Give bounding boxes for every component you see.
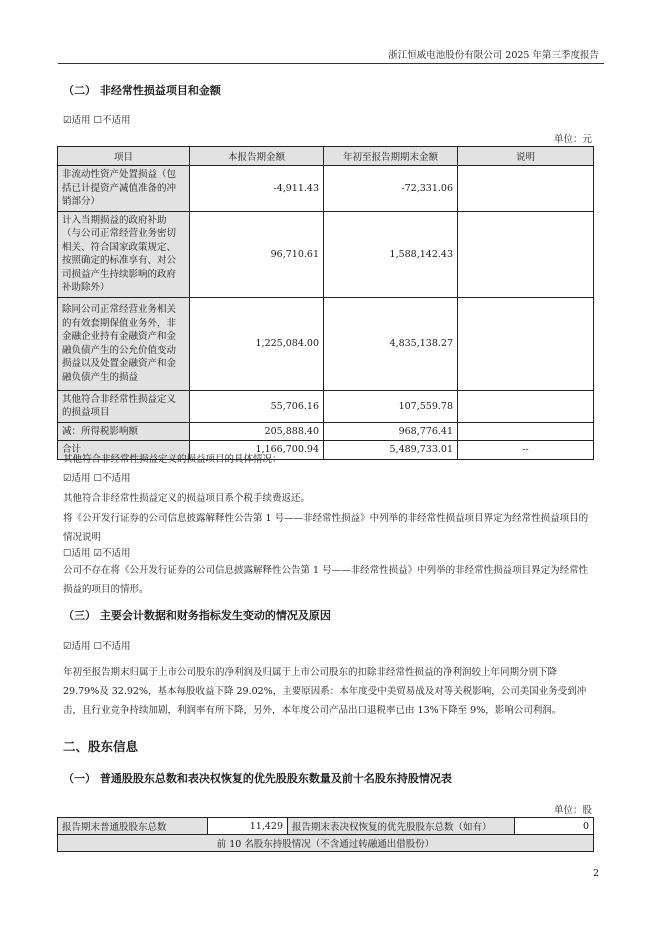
total-ytd: 5,489,733.01 (324, 441, 458, 460)
row-ytd: -72,331.06 (324, 166, 458, 212)
total-label: 合计 (58, 441, 190, 460)
row-ytd: 4,835,138.27 (324, 297, 458, 390)
row-note (458, 422, 594, 441)
nonrecurring-table (57, 146, 594, 460)
other-items-title: 其他符合非经常性损益定义的损益项目的具体情况： (63, 454, 282, 465)
top10-holders-label: 前 10 名股东持股情况（不含通过转融通出借股份） (58, 835, 594, 852)
row-item: 计入当期损益的政府补助（与公司正常经营业务密切相关、符合国家政策规定、按照确定的标准享有、对公司损益产生持续影响的政府补助除外） (58, 211, 190, 297)
row-ytd: 1,588,142.43 (324, 211, 458, 297)
row-current: 205,888.40 (190, 422, 324, 441)
row-note (458, 166, 594, 212)
changes-text: 年初至报告期末归属于上市公司股东的净利润及归属于上市公司股东的扣除非经常性损益的净利润较上年同期分别下降 29.79%及 32.92%，基本每股收益下降 29.02%，主要原因系：本年度受中美贸易战及对等关税影响，公司美国业务受到冲击，且行业竞争持续加剧，利润率有所下降，另外，本年度公司产品出口退税率已由 13%下降至 9%，影响公司利润。 (63, 667, 587, 716)
table-row (58, 297, 594, 390)
classification-text: 公司不存在将《公开发行证券的公司信息披露解释性公告第 1 号——非经常性损益》中列举的非经常性损益项目界定为经常性损益的项目的情形。 (63, 565, 589, 595)
table-row (58, 166, 594, 212)
table-row (58, 211, 594, 297)
column-header: 年初至报告期期末金额 (324, 147, 458, 166)
other-items-applicability: ☑适用 ☐不适用 (63, 473, 131, 484)
preferred-holders-value: 0 (515, 818, 594, 835)
column-header: 项目 (58, 147, 190, 166)
common-holders-label: 报告期末普通股股东总数 (58, 818, 208, 835)
row-current: 55,706.16 (190, 390, 324, 422)
row-current: 1,225,084.00 (190, 297, 324, 390)
row-item: 除同公司正常经营业务相关的有效套期保值业务外，非金融企业持有金融资产和金融负债产生的公允价值变动损益以及处置金融资产和金融负债产生的损益 (58, 297, 190, 390)
common-holders-value: 11,429 (208, 818, 288, 835)
total-current: 1,166,700.94 (190, 441, 324, 460)
nonrecurring-unit: 单位：元 (553, 134, 592, 145)
table-header-row (58, 147, 594, 166)
table-row (58, 422, 594, 441)
other-items-text: 其他符合非经常性损益定义的损益项目系个税手续费返还。 (63, 493, 311, 504)
row-note (458, 390, 594, 422)
table-row (58, 390, 594, 422)
row-item: 其他符合非经常性损益定义的损益项目 (58, 390, 190, 422)
row-ytd: 968,776.41 (324, 422, 458, 441)
row-note (458, 297, 594, 390)
preferred-holders-label: 报告期末表决权恢复的优先股股东总数（如有） (288, 818, 515, 835)
row-note (458, 211, 594, 297)
column-header: 本报告期金额 (190, 147, 324, 166)
classification-applicability: ☐适用 ☑不适用 (63, 548, 131, 559)
nonrecurring-applicability: ☑适用 ☐不适用 (63, 115, 131, 126)
column-header: 说明 (458, 147, 594, 166)
classification-title: 将《公开发行证券的公司信息披露解释性公告第 1 号——非经常性损益》中列举的非经常性损益项目界定为经常性损益项目的情况说明 (63, 513, 589, 543)
header-divider (58, 63, 604, 64)
page-number: 2 (592, 868, 599, 879)
table-row (58, 818, 594, 835)
row-ytd: 107,559.78 (324, 390, 458, 422)
changes-applicability: ☑适用 ☐不适用 (63, 641, 131, 652)
table-row (58, 835, 594, 852)
nonrecurring-heading: （二） 非经常性损益项目和金额 (63, 84, 221, 97)
row-item: 非流动性资产处置损益（包括已计提资产减值准备的冲销部分） (58, 166, 190, 212)
shareholders-subheading: （一） 普通股股东总数和表决权恢复的优先股股东数量及前十名股东持股情况表 (63, 772, 452, 785)
shareholders-heading: 二、股东信息 (63, 739, 139, 754)
row-current: 96,710.61 (190, 211, 324, 297)
total-note: -- (458, 441, 594, 460)
row-current: -4,911.43 (190, 166, 324, 212)
changes-heading: （三） 主要会计数据和财务指标发生变动的情况及原因 (63, 609, 331, 622)
shareholders-unit: 单位：股 (553, 805, 592, 816)
shareholders-table (57, 817, 594, 852)
report-header-title: 浙江恒威电池股份有限公司 2025 年第三季度报告 (388, 50, 599, 61)
row-item: 减：所得税影响额 (58, 422, 190, 441)
